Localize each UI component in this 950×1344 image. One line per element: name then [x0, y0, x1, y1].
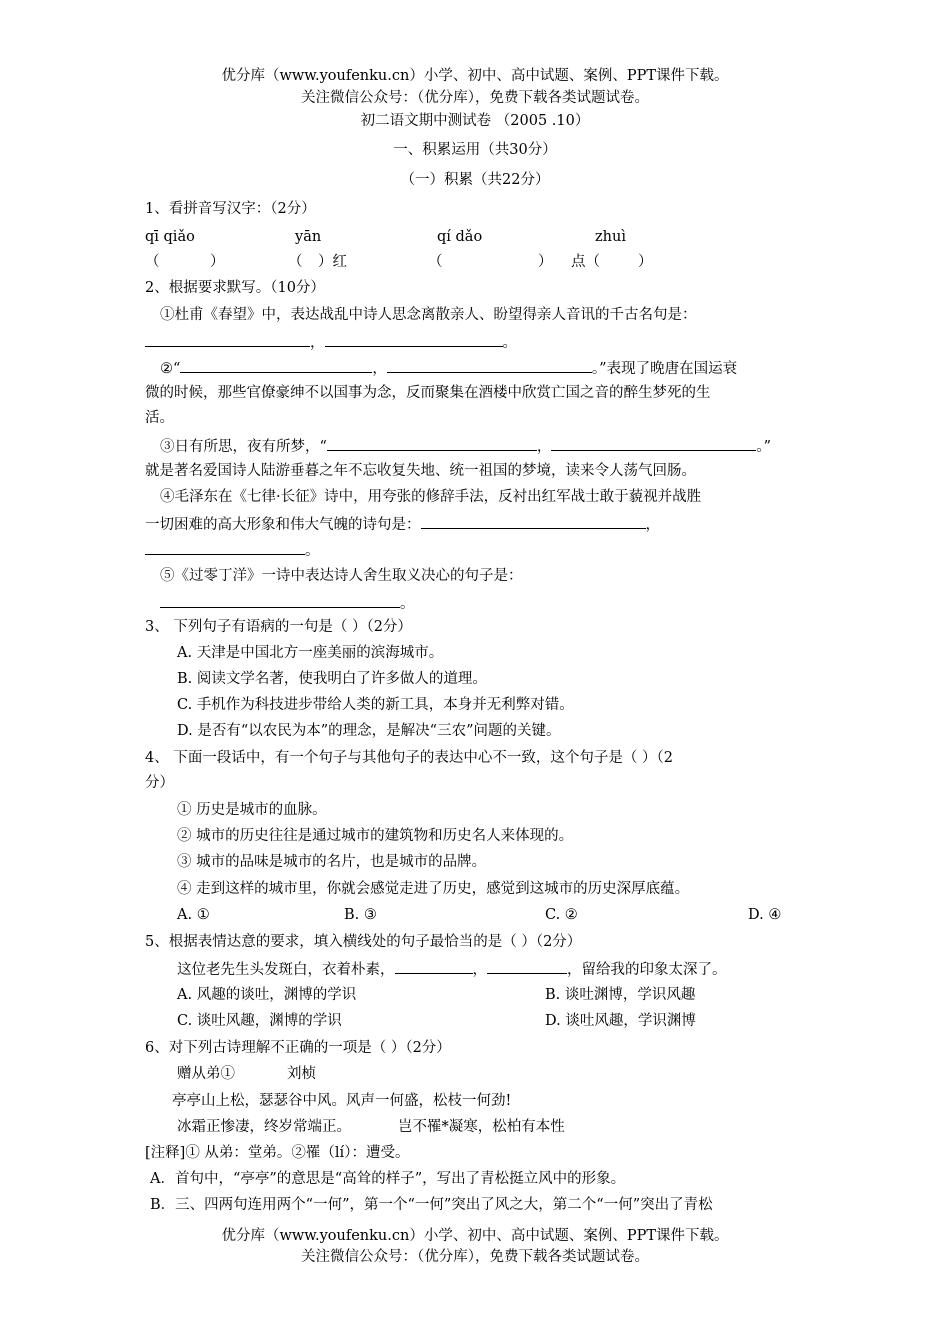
- q2-item-2: ②“ ， 。”表现了晚唐在国运衰: [160, 357, 737, 379]
- q3-option-d: D. 是否有“以农民为本”的理念，是解决“三农”问题的关键。: [177, 723, 561, 739]
- q4-sentence-4: ④ 走到这样的城市里，你就会感觉走进了历史，感觉到这城市的历史深厚底蕴。: [177, 881, 690, 897]
- q1-pinyin-1: qī qiǎo: [145, 229, 195, 245]
- q2-item-1: ①杜甫《春望》中，表达战乱中诗人思念离散亲人、盼望得亲人音讯的千古名句是：: [160, 307, 697, 323]
- q3-option-b: B. 阅读文学名著，使我明白了许多做人的道理。: [177, 671, 487, 687]
- q4-sentence-3: ③ 城市的品味是城市的名片，也是城市的品牌。: [177, 854, 487, 870]
- q1-pinyin-4: zhuì: [595, 229, 626, 245]
- answer-blank[interactable]: [327, 435, 537, 451]
- q1-pinyin-2: yān: [295, 229, 322, 245]
- q5-stem: 5、根据表情达意的要求，填入横线处的句子最恰当的是（ ）（2分）: [145, 934, 582, 950]
- q2-item-4-line-2: 一切困难的高大形象和伟大气魄的诗句是： ，: [145, 513, 660, 535]
- q4-stem-2: 分）: [145, 775, 174, 791]
- answer-blank[interactable]: [487, 958, 567, 974]
- header-line-2: 关注微信公众号：（优分库），免费下载各类试题试卷。: [301, 90, 649, 106]
- q2-item-3: ③日有所思，夜有所梦，“ ， 。”: [160, 435, 771, 457]
- q1-blank-1-open: （: [145, 254, 160, 270]
- subsection-heading: （一）积累（共22分）: [400, 172, 550, 188]
- q6-stem: 6、对下列古诗理解不正确的一项是（ ）（2分）: [145, 1040, 451, 1056]
- footer-line-2: 关注微信公众号：（优分库），免费下载各类试题试卷。: [301, 1249, 649, 1265]
- q4-stem: 4、 下面一段话中，有一个句子与其他句子的表达中心不一致，这个句子是（ ）（2: [145, 750, 673, 766]
- q4-sentence-2: ② 城市的历史往往是通过城市的建筑物和历史名人来体现的。: [177, 828, 574, 844]
- poem-title: 赠从弟①: [177, 1066, 235, 1082]
- q1-blank-2-close: ）红: [318, 254, 347, 270]
- q2-item-5: ⑤《过零丁洋》一诗中表达诗人舍生取义决心的句子是：: [160, 568, 523, 584]
- answer-blank[interactable]: [395, 958, 473, 974]
- answer-blank[interactable]: [387, 357, 592, 373]
- answer-blank[interactable]: [325, 331, 503, 347]
- q1-blank-4-close: ）: [638, 254, 653, 270]
- q3-option-a: A. 天津是中国北方一座美丽的滨海城市。: [177, 645, 444, 661]
- q5-option-c: C. 谈吐风趣，渊博的学识: [177, 1013, 342, 1029]
- q5-option-d: D. 谈吐风趣，学识渊博: [545, 1013, 696, 1029]
- poem-line-1: 亭亭山上松，瑟瑟谷中风。风声一何盛，松枝一何劲!: [172, 1093, 512, 1109]
- q6-option-a: A．首句中，“亭亭”的意思是“高耸的样子”，写出了青松挺立风中的形象。: [150, 1171, 626, 1187]
- poem-line-2a: 冰霜正惨凄，终岁常端正。: [177, 1119, 351, 1135]
- q5-sentence: 这位老先生头发斑白，衣着朴素， ， ，留给我的印象太深了。: [177, 958, 727, 980]
- answer-blank[interactable]: [145, 539, 305, 555]
- exam-title: 初二语文期中测试卷 （2005 .10）: [360, 113, 590, 129]
- answer-blank[interactable]: [145, 331, 310, 347]
- footer-line-1: 优分库（www.youfenku.cn）小学、初中、高中试题、案例、PPT课件下载。: [221, 1228, 729, 1244]
- q5-option-b: B. 谈吐渊博，学识风趣: [545, 987, 696, 1003]
- q3-option-c: C. 手机作为科技进步带给人类的新工具，本身并无利弊对错。: [177, 697, 574, 713]
- q2-item-1-answer: ， 。: [145, 331, 517, 353]
- q1-blank-4-open: 点（: [571, 254, 600, 270]
- q4-choice-b: B. ③: [344, 907, 377, 923]
- q1-blank-1-close: ）: [210, 254, 225, 270]
- q2-item-4-line-3: 。: [145, 539, 320, 561]
- q3-stem: 3、 下列句子有语病的一句是（ ）（2分）: [145, 619, 412, 635]
- q4-choice-a: A. ①: [177, 907, 210, 923]
- q2-item-5-answer: 。: [160, 592, 415, 614]
- q1-blank-3-close: ）: [538, 254, 553, 270]
- q2-item-2-line-2: 微的时候，那些官僚豪绅不以国事为念，反而聚集在酒楼中欣赏亡国之音的醉生梦死的生: [145, 385, 711, 401]
- q2-item-4: ④毛泽东在《七律·长征》诗中，用夸张的修辞手法，反衬出红军战士敢于藐视并战胜: [160, 489, 702, 505]
- poem-note: [注释]① 从弟：堂弟。②罹（lí）：遭受。: [145, 1145, 410, 1161]
- section-heading: 一、积累运用（共30分）: [393, 142, 557, 158]
- q1-pinyin-3: qí dǎo: [437, 229, 483, 245]
- q1-stem: 1、看拼音写汉字：（2分）: [145, 201, 316, 217]
- q6-option-b: B．三、四两句连用两个“一何”，第一个“一何”突出了风之大，第二个“一何”突出了青松: [150, 1197, 713, 1213]
- q2-item-2-line-3: 活。: [145, 410, 174, 426]
- q1-blank-3-open: （: [428, 254, 443, 270]
- q4-choice-d: D. ④: [748, 907, 782, 923]
- q4-choice-c: C. ②: [545, 907, 578, 923]
- answer-blank[interactable]: [421, 513, 646, 529]
- q2-stem: 2、根据要求默写。（10分）: [145, 280, 325, 296]
- poem-author: 刘桢: [287, 1066, 316, 1082]
- answer-blank[interactable]: [551, 435, 756, 451]
- q1-blank-2-open: （: [288, 254, 303, 270]
- q2-item-3-line-2: 就是著名爱国诗人陆游垂暮之年不忘收复失地、统一祖国的梦境，读来令人荡气回肠。: [145, 463, 696, 479]
- answer-blank[interactable]: [180, 357, 372, 373]
- q5-option-a: A. 风趣的谈吐，渊博的学识: [177, 987, 357, 1003]
- poem-line-2b: 岂不罹*凝寒，松柏有本性: [398, 1119, 565, 1135]
- q4-sentence-1: ① 历史是城市的血脉。: [177, 802, 327, 818]
- header-line-1: 优分库（www.youfenku.cn）小学、初中、高中试题、案例、PPT课件下载。: [221, 68, 729, 84]
- answer-blank[interactable]: [160, 592, 400, 608]
